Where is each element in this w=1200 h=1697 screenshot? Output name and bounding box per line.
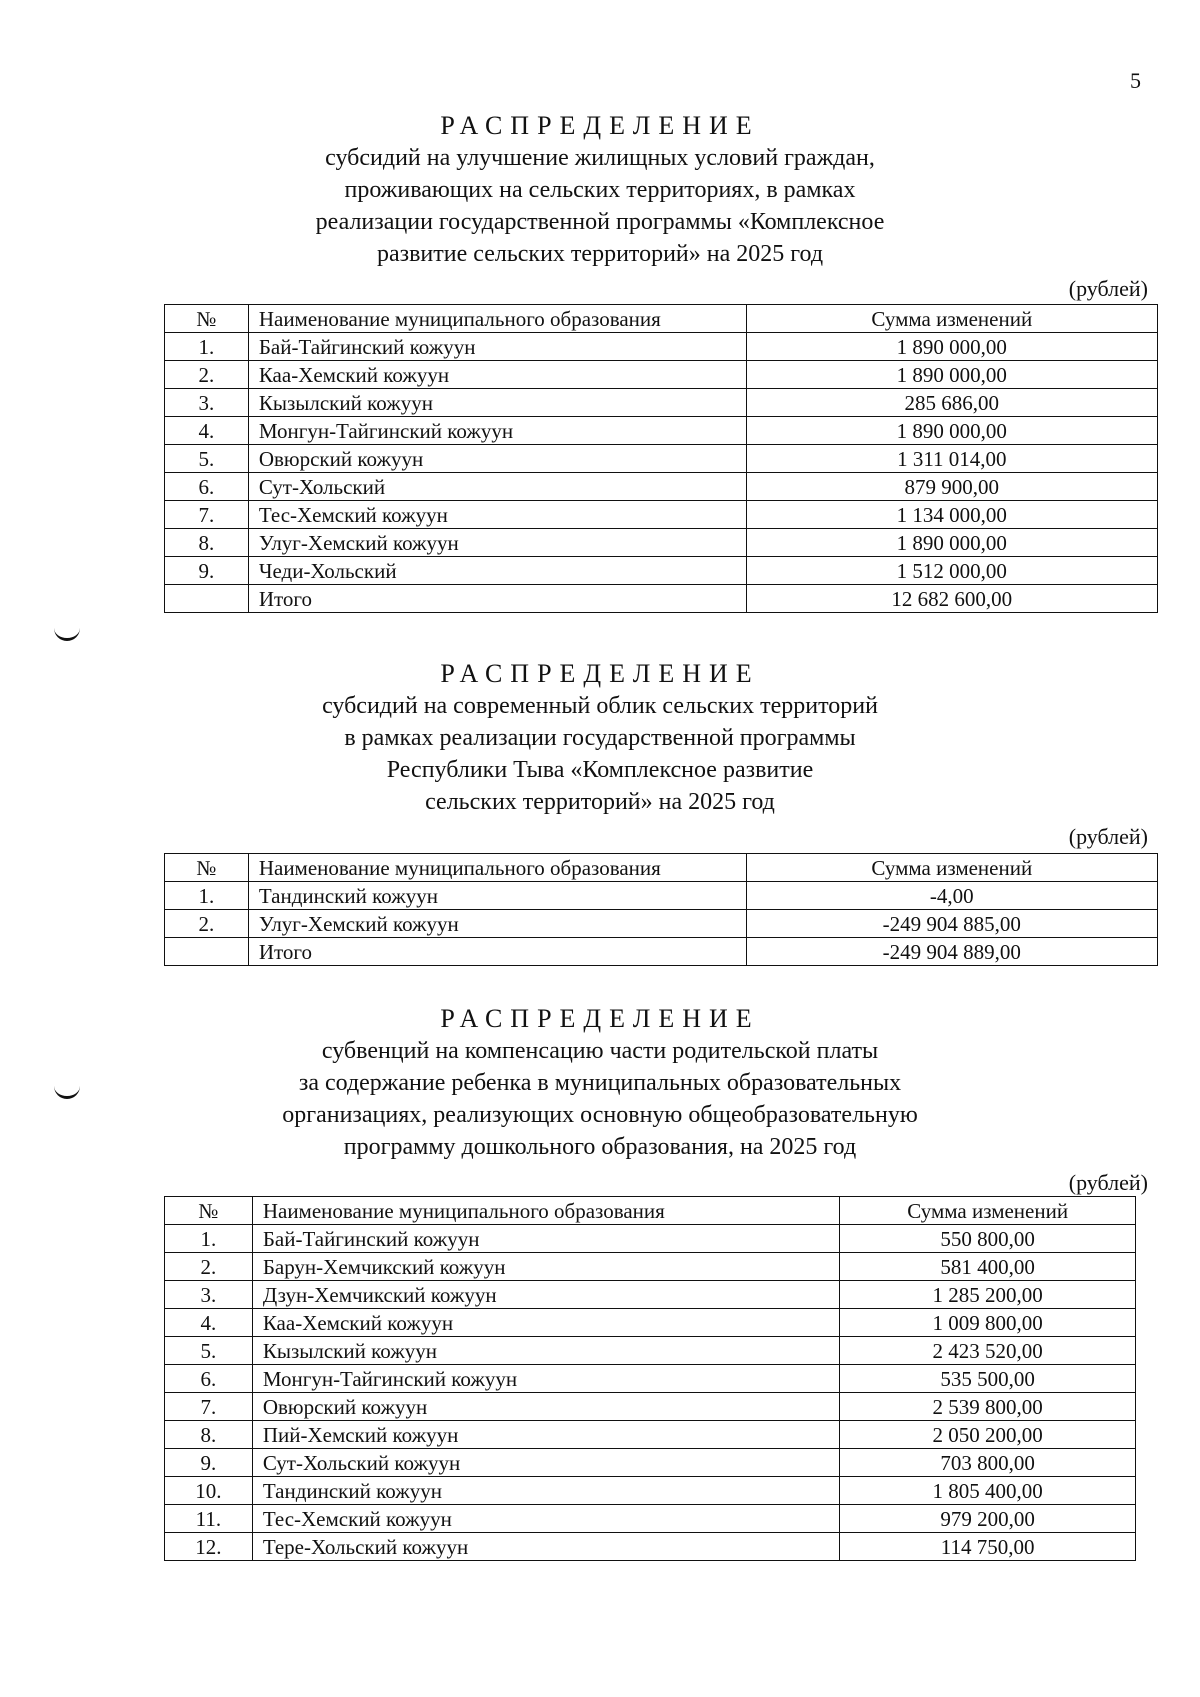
- table-row: [165, 585, 1158, 613]
- table-row: [165, 333, 1158, 361]
- row-number: 6.: [165, 1365, 253, 1393]
- amount-change: 2 539 800,00: [840, 1393, 1136, 1421]
- amount-change: 1 890 000,00: [746, 529, 1157, 557]
- amount-change: 285 686,00: [746, 389, 1157, 417]
- municipality-name: Пий-Хемский кожуун: [252, 1421, 840, 1449]
- column-header: Наименование муниципального образования: [252, 1197, 840, 1225]
- page-number: 5: [1130, 68, 1141, 93]
- municipality-name: Монгун-Тайгинский кожуун: [252, 1365, 840, 1393]
- row-number: 4.: [165, 1309, 253, 1337]
- municipality-name: Овюрский кожуун: [248, 445, 746, 473]
- column-header: Наименование муниципального образования: [248, 305, 746, 333]
- row-number: [165, 938, 249, 966]
- unit-label: (рублей): [1068, 276, 1148, 301]
- amount-change: 114 750,00: [840, 1533, 1136, 1561]
- municipality-name: Кызылский кожуун: [248, 389, 746, 417]
- section-subtitle-line: за содержание ребенка в муниципальных образовательных: [298, 1070, 902, 1096]
- amount-change: 703 800,00: [840, 1449, 1136, 1477]
- table-row: [165, 445, 1158, 473]
- section-subtitle-line: сельских территорий» на 2025 год: [425, 789, 775, 815]
- section-heading: РАСПРЕДЕЛЕНИЕ: [440, 111, 760, 140]
- section-parental-fee-subventions: [0, 1003, 1200, 1163]
- amount-change: 1 285 200,00: [840, 1281, 1136, 1309]
- section-heading: РАСПРЕДЕЛЕНИЕ: [440, 659, 760, 688]
- municipality-name: Монгун-Тайгинский кожуун: [248, 417, 746, 445]
- municipality-name: Тандинский кожуун: [252, 1477, 840, 1505]
- row-number: 3.: [165, 389, 249, 417]
- table-row: [165, 1309, 1136, 1337]
- amount-change: 1 890 000,00: [746, 361, 1157, 389]
- distribution-table: [164, 304, 1158, 613]
- row-number: 4.: [165, 417, 249, 445]
- column-header: Наименование муниципального образования: [248, 854, 746, 882]
- municipality-name: Тандинский кожуун: [248, 882, 746, 910]
- row-number: 7.: [165, 501, 249, 529]
- amount-change: 1 009 800,00: [840, 1309, 1136, 1337]
- table-row: [165, 938, 1158, 966]
- column-header: №: [165, 854, 249, 882]
- column-header: №: [165, 1197, 253, 1225]
- row-number: 12.: [165, 1533, 253, 1561]
- table-row: [165, 882, 1158, 910]
- section-subtitle-line: в рамках реализации государственной программы: [344, 725, 856, 751]
- amount-change: 535 500,00: [840, 1365, 1136, 1393]
- section-rural-appearance-subsidies: [0, 658, 1200, 818]
- amount-change: 1 890 000,00: [746, 417, 1157, 445]
- row-number: 1.: [165, 333, 249, 361]
- table-row: [165, 417, 1158, 445]
- table-row: [165, 501, 1158, 529]
- amount-change: 1 311 014,00: [746, 445, 1157, 473]
- table-row: [165, 1281, 1136, 1309]
- column-header: Сумма изменений: [746, 854, 1157, 882]
- unit-label: (рублей): [1068, 1170, 1148, 1195]
- amount-change: 2 423 520,00: [840, 1337, 1136, 1365]
- amount-change: 1 805 400,00: [840, 1477, 1136, 1505]
- row-number: 9.: [165, 1449, 253, 1477]
- amount-change: 1 134 000,00: [746, 501, 1157, 529]
- amount-change: 879 900,00: [746, 473, 1157, 501]
- municipality-name: Овюрский кожуун: [252, 1393, 840, 1421]
- table-row: [165, 557, 1158, 585]
- municipality-name: Барун-Хемчикский кожуун: [252, 1253, 840, 1281]
- municipality-name: Бай-Тайгинский кожуун: [248, 333, 746, 361]
- row-number: 9.: [165, 557, 249, 585]
- table-header-row: [165, 1197, 1136, 1225]
- row-number: 8.: [165, 529, 249, 557]
- section-subtitle-line: субсидий на улучшение жилищных условий граждан,: [325, 145, 875, 171]
- column-header: Сумма изменений: [746, 305, 1157, 333]
- table-row: [165, 1533, 1136, 1561]
- amount-change: 979 200,00: [840, 1505, 1136, 1533]
- section-subtitle-line: субсидий на современный облик сельских территорий: [322, 693, 878, 719]
- table-row: [165, 1421, 1136, 1449]
- table-row: [165, 1477, 1136, 1505]
- municipality-name: Кызылский кожуун: [252, 1337, 840, 1365]
- row-number: 2.: [165, 361, 249, 389]
- row-number: 7.: [165, 1393, 253, 1421]
- column-header: Сумма изменений: [840, 1197, 1136, 1225]
- row-number: 8.: [165, 1421, 253, 1449]
- municipality-name: Тес-Хемский кожуун: [248, 501, 746, 529]
- amount-change: 2 050 200,00: [840, 1421, 1136, 1449]
- table-row: [165, 1225, 1136, 1253]
- amount-change: -4,00: [746, 882, 1157, 910]
- row-number: 3.: [165, 1281, 253, 1309]
- table-row: [165, 529, 1158, 557]
- municipality-name: Итого: [248, 938, 746, 966]
- section-subtitle-line: программу дошкольного образования, на 2025 год: [343, 1134, 857, 1160]
- section-subtitle-line: субвенций на компенсацию части родительской платы: [321, 1038, 879, 1064]
- row-number: 2.: [165, 910, 249, 938]
- table-row: [165, 1253, 1136, 1281]
- unit-label: (рублей): [1068, 824, 1148, 849]
- municipality-name: Каа-Хемский кожуун: [252, 1309, 840, 1337]
- section-heading: РАСПРЕДЕЛЕНИЕ: [440, 1004, 760, 1033]
- municipality-name: Улуг-Хемский кожуун: [248, 529, 746, 557]
- municipality-name: Сут-Хольский: [248, 473, 746, 501]
- section-subtitle-line: Республики Тыва «Комплексное развитие: [386, 757, 814, 783]
- row-number: 6.: [165, 473, 249, 501]
- table-row: [165, 473, 1158, 501]
- amount-change: 1 512 000,00: [746, 557, 1157, 585]
- amount-change: 12 682 600,00: [746, 585, 1157, 613]
- table-row: [165, 1449, 1136, 1477]
- table-row: [165, 1365, 1136, 1393]
- section-subtitle-line: организациях, реализующих основную общеобразовательную: [282, 1102, 918, 1128]
- distribution-table: [164, 853, 1158, 966]
- table-row: [165, 361, 1158, 389]
- row-number: 5.: [165, 445, 249, 473]
- table-row: [165, 910, 1158, 938]
- municipality-name: Дзун-Хемчикский кожуун: [252, 1281, 840, 1309]
- margin-mark: [54, 628, 80, 641]
- row-number: [165, 585, 249, 613]
- amount-change: -249 904 889,00: [746, 938, 1157, 966]
- amount-change: 1 890 000,00: [746, 333, 1157, 361]
- row-number: 5.: [165, 1337, 253, 1365]
- amount-change: -249 904 885,00: [746, 910, 1157, 938]
- section-housing-subsidies: [0, 110, 1200, 270]
- table-row: [165, 1393, 1136, 1421]
- row-number: 2.: [165, 1253, 253, 1281]
- row-number: 10.: [165, 1477, 253, 1505]
- column-header: №: [165, 305, 249, 333]
- municipality-name: Итого: [248, 585, 746, 613]
- row-number: 11.: [165, 1505, 253, 1533]
- municipality-name: Тере-Хольский кожуун: [252, 1533, 840, 1561]
- amount-change: 550 800,00: [840, 1225, 1136, 1253]
- table-header-row: [165, 305, 1158, 333]
- table-header-row: [165, 854, 1158, 882]
- section-subtitle-line: развитие сельских территорий» на 2025 год: [376, 241, 824, 267]
- distribution-table: [164, 1196, 1136, 1561]
- municipality-name: Чеди-Хольский: [248, 557, 746, 585]
- row-number: 1.: [165, 1225, 253, 1253]
- municipality-name: Каа-Хемский кожуун: [248, 361, 746, 389]
- section-subtitle-line: реализации государственной программы «Комплексное: [315, 209, 885, 235]
- municipality-name: Сут-Хольский кожуун: [252, 1449, 840, 1477]
- amount-change: 581 400,00: [840, 1253, 1136, 1281]
- municipality-name: Тес-Хемский кожуун: [252, 1505, 840, 1533]
- municipality-name: Бай-Тайгинский кожуун: [252, 1225, 840, 1253]
- table-row: [165, 1505, 1136, 1533]
- table-row: [165, 389, 1158, 417]
- municipality-name: Улуг-Хемский кожуун: [248, 910, 746, 938]
- row-number: 1.: [165, 882, 249, 910]
- section-subtitle-line: проживающих на сельских территориях, в рамках: [344, 177, 856, 203]
- table-row: [165, 1337, 1136, 1365]
